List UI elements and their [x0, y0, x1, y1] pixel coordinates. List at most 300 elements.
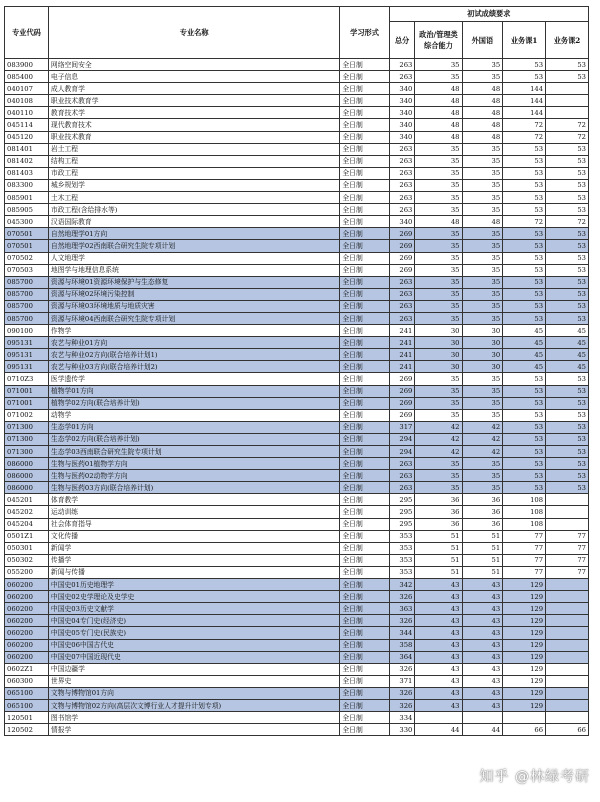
cell-foreign: 48	[462, 107, 503, 119]
cell-name: 农艺与种业01方向	[48, 337, 339, 349]
cell-name: 医学遗传学	[48, 373, 339, 385]
cell-politics: 42	[415, 433, 462, 445]
cell-foreign	[462, 712, 503, 724]
cell-mode: 全日制	[340, 530, 389, 542]
cell-name: 市政工程(含给排水等)	[48, 204, 339, 216]
cell-code: 040107	[5, 83, 49, 95]
cell-foreign: 36	[462, 518, 503, 530]
cell-course1: 72	[503, 131, 546, 143]
cell-code: 081401	[5, 143, 49, 155]
cell-foreign: 51	[462, 542, 503, 554]
cell-course2	[546, 639, 589, 651]
cell-foreign: 35	[462, 397, 503, 409]
cell-course2: 45	[546, 325, 589, 337]
cell-total: 263	[389, 312, 415, 324]
cell-code: 071300	[5, 433, 49, 445]
table-row	[5, 518, 589, 530]
cell-course1: 129	[503, 579, 546, 591]
cell-course1: 129	[503, 675, 546, 687]
cell-name: 教育技术学	[48, 107, 339, 119]
table-row	[5, 615, 589, 627]
cell-foreign: 35	[462, 264, 503, 276]
cell-foreign: 43	[462, 651, 503, 663]
cell-name: 中国史07中国近现代史	[48, 651, 339, 663]
cell-course2	[546, 675, 589, 687]
cell-name: 运动训练	[48, 506, 339, 518]
cell-mode: 全日制	[340, 482, 389, 494]
header-course2: 业务课2	[546, 22, 589, 59]
cell-course1: 53	[503, 179, 546, 191]
cell-mode: 全日制	[340, 494, 389, 506]
cell-mode: 全日制	[340, 712, 389, 724]
cell-total: 263	[389, 179, 415, 191]
cell-code: 060300	[5, 675, 49, 687]
cell-code: 086000	[5, 470, 49, 482]
cell-total: 263	[389, 155, 415, 167]
cell-name: 图书馆学	[48, 712, 339, 724]
cell-course2	[546, 95, 589, 107]
cell-mode: 全日制	[340, 651, 389, 663]
cell-total: 353	[389, 566, 415, 578]
cell-foreign: 35	[462, 482, 503, 494]
cell-foreign: 35	[462, 312, 503, 324]
cell-total: 263	[389, 59, 415, 71]
cell-course1: 53	[503, 155, 546, 167]
cell-course2: 53	[546, 300, 589, 312]
cell-foreign: 43	[462, 603, 503, 615]
cell-code: 120502	[5, 724, 49, 736]
header-total: 总分	[389, 22, 415, 59]
cell-code: 0710Z3	[5, 373, 49, 385]
cell-course2: 53	[546, 71, 589, 83]
cell-total: 269	[389, 385, 415, 397]
table-row	[5, 312, 589, 324]
cell-name: 资源与环境03环境地质与地质灾害	[48, 300, 339, 312]
table-row	[5, 603, 589, 615]
cell-course1: 129	[503, 639, 546, 651]
cell-mode: 全日制	[340, 276, 389, 288]
cell-course2	[546, 107, 589, 119]
cell-code: 081402	[5, 155, 49, 167]
cell-name: 植物学01方向	[48, 385, 339, 397]
cell-course2: 53	[546, 143, 589, 155]
cell-total: 263	[389, 276, 415, 288]
cell-politics: 35	[415, 397, 462, 409]
cell-code: 086000	[5, 482, 49, 494]
table-row	[5, 712, 589, 724]
cell-code: 085905	[5, 204, 49, 216]
cell-politics: 35	[415, 59, 462, 71]
cell-code: 060200	[5, 639, 49, 651]
cell-course1: 77	[503, 530, 546, 542]
cell-mode: 全日制	[340, 542, 389, 554]
table-row	[5, 699, 589, 711]
cell-course2: 53	[546, 421, 589, 433]
header-politics: 政治/管理类综合能力	[415, 22, 462, 59]
cell-total: 340	[389, 83, 415, 95]
cell-course2: 77	[546, 530, 589, 542]
cell-total: 263	[389, 167, 415, 179]
cell-politics: 51	[415, 566, 462, 578]
cell-course1: 53	[503, 312, 546, 324]
cell-politics: 48	[415, 107, 462, 119]
cell-mode: 全日制	[340, 131, 389, 143]
table-row	[5, 627, 589, 639]
cell-course1: 53	[503, 204, 546, 216]
cell-politics: 48	[415, 216, 462, 228]
cell-code: 060200	[5, 627, 49, 639]
cell-course2	[546, 627, 589, 639]
cell-code: 081403	[5, 167, 49, 179]
cell-code: 071002	[5, 409, 49, 421]
cell-name: 体育教学	[48, 494, 339, 506]
cell-code: 045202	[5, 506, 49, 518]
cell-mode: 全日制	[340, 107, 389, 119]
cell-mode: 全日制	[340, 518, 389, 530]
cell-total: 342	[389, 579, 415, 591]
cell-mode: 全日制	[340, 204, 389, 216]
cell-mode: 全日制	[340, 143, 389, 155]
cell-code: 065100	[5, 687, 49, 699]
cell-name: 传播学	[48, 554, 339, 566]
cell-mode: 全日制	[340, 591, 389, 603]
cell-name: 文物与博物馆02方向(高层次文博行业人才提升计划专项)	[48, 699, 339, 711]
table-row	[5, 264, 589, 276]
cell-total: 241	[389, 325, 415, 337]
cell-total: 358	[389, 639, 415, 651]
cell-code: 086000	[5, 458, 49, 470]
cell-mode: 全日制	[340, 373, 389, 385]
cell-name: 市政工程	[48, 167, 339, 179]
cell-mode: 全日制	[340, 288, 389, 300]
cell-course2: 45	[546, 361, 589, 373]
table-row	[5, 300, 589, 312]
table-row	[5, 143, 589, 155]
table-row	[5, 131, 589, 143]
cell-foreign: 43	[462, 639, 503, 651]
cell-politics: 42	[415, 421, 462, 433]
table-row	[5, 83, 589, 95]
cell-course2: 45	[546, 337, 589, 349]
cell-code: 060200	[5, 579, 49, 591]
cell-code: 071300	[5, 421, 49, 433]
cell-mode: 全日制	[340, 228, 389, 240]
cell-code: 045120	[5, 131, 49, 143]
cell-total: 326	[389, 699, 415, 711]
cell-course2: 53	[546, 192, 589, 204]
cell-course2: 72	[546, 216, 589, 228]
cell-code: 085700	[5, 300, 49, 312]
cell-code: 055200	[5, 566, 49, 578]
cell-course2: 53	[546, 409, 589, 421]
cell-course2: 53	[546, 288, 589, 300]
table-row	[5, 59, 589, 71]
cell-code: 050301	[5, 542, 49, 554]
cell-code: 071300	[5, 446, 49, 458]
table-row	[5, 192, 589, 204]
cell-mode: 全日制	[340, 724, 389, 736]
table-row	[5, 651, 589, 663]
cell-politics: 43	[415, 699, 462, 711]
cell-total: 295	[389, 506, 415, 518]
cell-course1: 45	[503, 361, 546, 373]
cell-name: 岩土工程	[48, 143, 339, 155]
cell-code: 060200	[5, 615, 49, 627]
cell-course1: 77	[503, 542, 546, 554]
cell-name: 城乡规划学	[48, 179, 339, 191]
cell-mode: 全日制	[340, 300, 389, 312]
cell-course2: 53	[546, 240, 589, 252]
cell-name: 地图学与地理信息系统	[48, 264, 339, 276]
cell-politics: 30	[415, 337, 462, 349]
cell-name: 资源与环境01资源环境保护与生态修复	[48, 276, 339, 288]
cell-politics: 35	[415, 470, 462, 482]
cell-course2: 53	[546, 433, 589, 445]
cell-politics: 43	[415, 675, 462, 687]
cell-foreign: 35	[462, 373, 503, 385]
cell-name: 自然地理学01方向	[48, 228, 339, 240]
cell-code: 070502	[5, 252, 49, 264]
table-row	[5, 216, 589, 228]
cell-politics: 35	[415, 143, 462, 155]
cell-total: 295	[389, 494, 415, 506]
cell-course1: 53	[503, 240, 546, 252]
cell-politics: 35	[415, 373, 462, 385]
cell-course2: 72	[546, 119, 589, 131]
cell-total: 294	[389, 433, 415, 445]
table-row	[5, 119, 589, 131]
cell-course2: 53	[546, 204, 589, 216]
cell-politics: 48	[415, 83, 462, 95]
cell-politics: 43	[415, 651, 462, 663]
cell-course1: 129	[503, 627, 546, 639]
cell-total: 269	[389, 373, 415, 385]
cell-name: 作物学	[48, 325, 339, 337]
cell-politics: 44	[415, 724, 462, 736]
cell-course1: 108	[503, 494, 546, 506]
cell-course2: 53	[546, 59, 589, 71]
cell-politics: 43	[415, 603, 462, 615]
cell-name: 生物与医药03方向(联合培养计划)	[48, 482, 339, 494]
cell-course1: 53	[503, 228, 546, 240]
cell-total: 269	[389, 240, 415, 252]
cell-mode: 全日制	[340, 240, 389, 252]
cell-mode: 全日制	[340, 554, 389, 566]
cell-politics: 35	[415, 385, 462, 397]
cell-total: 340	[389, 95, 415, 107]
cell-course2: 53	[546, 167, 589, 179]
cell-politics: 51	[415, 530, 462, 542]
cell-name: 农艺与种业02方向(联合培养计划1)	[48, 349, 339, 361]
cell-total: 340	[389, 216, 415, 228]
cell-mode: 全日制	[340, 83, 389, 95]
cell-code: 0602Z1	[5, 663, 49, 675]
cell-foreign: 35	[462, 228, 503, 240]
cell-mode: 全日制	[340, 95, 389, 107]
cell-name: 中国史04专门史(经济史)	[48, 615, 339, 627]
cell-mode: 全日制	[340, 192, 389, 204]
cell-foreign: 35	[462, 143, 503, 155]
cell-total: 364	[389, 651, 415, 663]
cell-mode: 全日制	[340, 337, 389, 349]
cell-mode: 全日制	[340, 252, 389, 264]
cell-name: 中国史01历史地理学	[48, 579, 339, 591]
cell-course2	[546, 663, 589, 675]
cell-foreign: 43	[462, 591, 503, 603]
cell-total: 340	[389, 131, 415, 143]
cell-foreign: 43	[462, 687, 503, 699]
cell-politics: 43	[415, 639, 462, 651]
table-row	[5, 724, 589, 736]
cell-course2	[546, 699, 589, 711]
cell-mode: 全日制	[340, 325, 389, 337]
cell-mode: 全日制	[340, 155, 389, 167]
cell-course1: 53	[503, 264, 546, 276]
cell-course1: 53	[503, 470, 546, 482]
cell-total: 340	[389, 107, 415, 119]
cell-course1: 129	[503, 615, 546, 627]
cell-name: 生态学01方向	[48, 421, 339, 433]
score-requirements-table	[4, 6, 589, 736]
table-row	[5, 107, 589, 119]
cell-course1: 129	[503, 651, 546, 663]
header-score-group: 初试成绩要求	[389, 7, 588, 22]
cell-name: 植物学02方向(联合培养计划)	[48, 397, 339, 409]
cell-total: 241	[389, 349, 415, 361]
cell-mode: 全日制	[340, 167, 389, 179]
cell-code: 060200	[5, 651, 49, 663]
cell-mode: 全日制	[340, 349, 389, 361]
cell-name: 文化传播	[48, 530, 339, 542]
cell-total: 294	[389, 446, 415, 458]
table-row	[5, 397, 589, 409]
cell-code: 045300	[5, 216, 49, 228]
cell-mode: 全日制	[340, 627, 389, 639]
cell-course1: 129	[503, 663, 546, 675]
cell-politics: 48	[415, 95, 462, 107]
cell-mode: 全日制	[340, 216, 389, 228]
cell-course2	[546, 687, 589, 699]
cell-politics: 43	[415, 663, 462, 675]
cell-foreign: 48	[462, 95, 503, 107]
cell-foreign: 35	[462, 179, 503, 191]
cell-foreign: 48	[462, 131, 503, 143]
cell-code: 085700	[5, 288, 49, 300]
cell-code: 0501Z1	[5, 530, 49, 542]
cell-politics: 30	[415, 361, 462, 373]
cell-course1: 129	[503, 603, 546, 615]
cell-mode: 全日制	[340, 71, 389, 83]
cell-name: 职业技术教育学	[48, 95, 339, 107]
cell-course1: 129	[503, 699, 546, 711]
cell-code: 120501	[5, 712, 49, 724]
table-body	[5, 59, 589, 736]
cell-name: 新闻与传播	[48, 566, 339, 578]
cell-politics: 35	[415, 409, 462, 421]
cell-foreign: 35	[462, 59, 503, 71]
cell-course1: 129	[503, 591, 546, 603]
cell-course1: 144	[503, 95, 546, 107]
table-row	[5, 554, 589, 566]
cell-course2	[546, 518, 589, 530]
cell-code: 070501	[5, 228, 49, 240]
cell-total: 295	[389, 518, 415, 530]
cell-mode: 全日制	[340, 397, 389, 409]
cell-mode: 全日制	[340, 119, 389, 131]
cell-politics: 36	[415, 494, 462, 506]
cell-politics: 35	[415, 240, 462, 252]
cell-total: 263	[389, 470, 415, 482]
cell-politics: 35	[415, 300, 462, 312]
cell-politics: 43	[415, 627, 462, 639]
cell-course2	[546, 651, 589, 663]
cell-foreign: 43	[462, 663, 503, 675]
table-row	[5, 288, 589, 300]
cell-foreign: 51	[462, 554, 503, 566]
cell-mode: 全日制	[340, 446, 389, 458]
cell-name: 电子信息	[48, 71, 339, 83]
cell-course2: 66	[546, 724, 589, 736]
cell-code: 071001	[5, 397, 49, 409]
cell-total: 269	[389, 264, 415, 276]
cell-course2: 53	[546, 482, 589, 494]
table-row	[5, 639, 589, 651]
cell-course1: 53	[503, 385, 546, 397]
table-row	[5, 95, 589, 107]
cell-foreign: 42	[462, 433, 503, 445]
table-row	[5, 228, 589, 240]
table-row	[5, 470, 589, 482]
cell-foreign: 35	[462, 204, 503, 216]
cell-code: 040110	[5, 107, 49, 119]
cell-mode: 全日制	[340, 264, 389, 276]
cell-total: 269	[389, 409, 415, 421]
table-row	[5, 385, 589, 397]
cell-name: 汉语国际教育	[48, 216, 339, 228]
cell-total: 263	[389, 71, 415, 83]
cell-course1: 129	[503, 687, 546, 699]
table-row	[5, 155, 589, 167]
cell-course2	[546, 506, 589, 518]
cell-course1: 144	[503, 107, 546, 119]
cell-total: 353	[389, 530, 415, 542]
cell-foreign: 35	[462, 300, 503, 312]
cell-total: 326	[389, 591, 415, 603]
cell-course1	[503, 712, 546, 724]
table-row	[5, 204, 589, 216]
cell-name: 生物与医药01植物学方向	[48, 458, 339, 470]
cell-course2: 77	[546, 566, 589, 578]
cell-total: 269	[389, 228, 415, 240]
cell-foreign: 30	[462, 337, 503, 349]
table-row	[5, 409, 589, 421]
cell-total: 317	[389, 421, 415, 433]
cell-total: 263	[389, 458, 415, 470]
cell-course2: 53	[546, 446, 589, 458]
cell-politics: 43	[415, 579, 462, 591]
cell-course1: 72	[503, 119, 546, 131]
cell-course2: 53	[546, 155, 589, 167]
cell-name: 自然地理学02西南联合研究生院专项计划	[48, 240, 339, 252]
cell-code: 060200	[5, 603, 49, 615]
cell-foreign: 35	[462, 276, 503, 288]
cell-name: 资源与环境02环境污染控制	[48, 288, 339, 300]
cell-course1: 53	[503, 373, 546, 385]
cell-name: 生物与医药02动物学方向	[48, 470, 339, 482]
cell-mode: 全日制	[340, 615, 389, 627]
cell-foreign: 51	[462, 530, 503, 542]
header-course1: 业务课1	[503, 22, 546, 59]
